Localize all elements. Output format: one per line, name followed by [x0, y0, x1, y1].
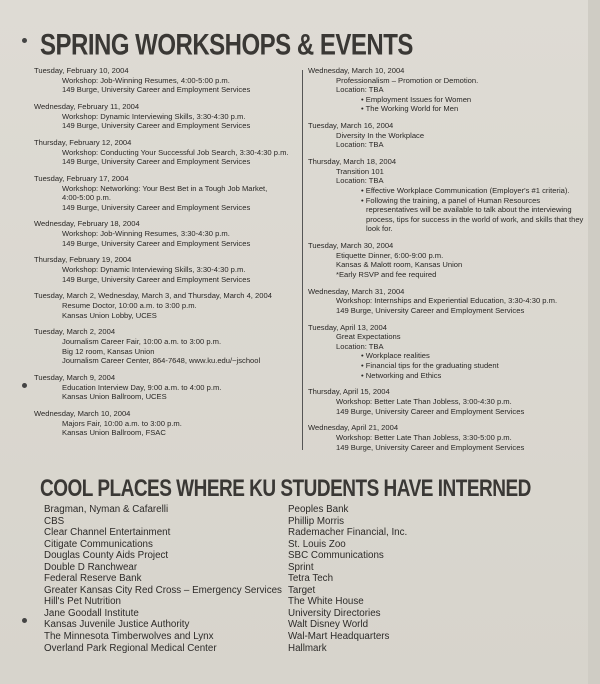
- internship-list-left: [44, 504, 282, 654]
- event-date: Thursday, April 15, 2004: [308, 387, 390, 397]
- events-column-left: [34, 66, 300, 445]
- internship-company: Kansas Juvenile Justice Authority: [44, 619, 190, 631]
- event-entry: [34, 174, 300, 212]
- punch-mark: [22, 383, 27, 388]
- internship-company: Walt Disney World: [288, 619, 369, 631]
- internship-company: Clear Channel Entertainment: [44, 527, 171, 539]
- internship-company: Greater Kansas City Red Cross – Emergency Services: [44, 584, 282, 596]
- internship-company: SBC Communications: [288, 550, 384, 562]
- event-entry: [34, 255, 300, 284]
- event-detail: 149 Burge, University Career and Employment Services: [62, 202, 251, 212]
- event-bullet: • Networking and Ethics: [361, 370, 442, 380]
- event-detail: Location: TBA: [336, 85, 384, 95]
- event-detail: Workshop: Job-Winning Resumes, 4:00-5:00 p.m.: [62, 75, 230, 85]
- event-detail: Location: TBA: [336, 176, 384, 186]
- event-date: Wednesday, April 21, 2004: [308, 423, 399, 433]
- event-entry: [34, 219, 300, 248]
- event-date: Wednesday, February 18, 2004: [34, 219, 140, 229]
- event-entry: [34, 373, 300, 402]
- internship-company: The White House: [288, 596, 364, 608]
- event-detail: Kansas & Malott room, Kansas Union: [336, 260, 463, 270]
- punch-mark: [22, 618, 27, 623]
- event-detail: Workshop: Job-Winning Resumes, 3:30-4:30 p.m.: [62, 229, 230, 239]
- column-divider: [302, 70, 303, 450]
- event-date: Tuesday, February 10, 2004: [34, 66, 129, 75]
- event-entry: [308, 423, 588, 452]
- internship-company: Tetra Tech: [288, 573, 334, 585]
- event-date: Thursday, March 18, 2004: [308, 157, 397, 167]
- event-detail: 149 Burge, University Career and Employment Services: [62, 274, 251, 284]
- event-detail: Kansas Union Ballroom, UCES: [62, 392, 167, 402]
- internship-company: Hill's Pet Nutrition: [44, 596, 122, 608]
- event-date: Tuesday, March 2, Wednesday, March 3, and Thursday, March 4, 2004: [34, 291, 272, 301]
- internship-company: Citigate Communications: [44, 538, 153, 550]
- event-entry: [308, 241, 588, 279]
- event-detail: Workshop: Networking: Your Best Bet in a Tough Job Market,: [62, 183, 268, 193]
- event-date: Tuesday, March 9, 2004: [34, 372, 116, 382]
- event-bullet: • Following the training, a panel of Human Resources representatives will be available to talk about the interviewing process, tips for success in the world of work, and skills that they look for.: [361, 195, 584, 234]
- event-detail: 149 Burge, University Career and Employment Services: [336, 442, 525, 452]
- internships-heading: COOL PLACES WHERE KU STUDENTS HAVE INTERNED: [40, 476, 531, 503]
- event-detail: Workshop: Dynamic Interviewing Skills, 3:30-4:30 p.m.: [62, 265, 246, 275]
- internship-list-right: [288, 504, 407, 654]
- punch-mark: [22, 38, 27, 43]
- event-detail: Location: TBA: [336, 140, 384, 150]
- event-bullet: • Employment Issues for Women: [361, 94, 472, 104]
- event-entry: [34, 327, 300, 365]
- event-entry: [308, 157, 588, 234]
- event-date: Tuesday, April 13, 2004: [308, 322, 387, 332]
- event-detail: 149 Burge, University Career and Employment Services: [336, 305, 525, 315]
- event-detail: Diversity In the Workplace: [336, 130, 425, 140]
- event-detail: 149 Burge, University Career and Employment Services: [62, 85, 251, 95]
- event-entry: [34, 409, 300, 438]
- internship-company: Jane Goodall Institute: [44, 607, 139, 619]
- event-bullet: • The Working World for Men: [361, 104, 459, 114]
- internship-company: Federal Reserve Bank: [44, 573, 142, 585]
- event-detail: Workshop: Better Late Than Jobless, 3:30-5:00 p.m.: [336, 432, 512, 442]
- internship-company: The Minnesota Timberwolves and Lynx: [44, 631, 214, 643]
- event-detail: 149 Burge, University Career and Employment Services: [336, 406, 525, 416]
- event-detail: Workshop: Dynamic Interviewing Skills, 3:30-4:30 p.m.: [62, 111, 246, 121]
- page-edge: [588, 0, 600, 684]
- event-bullet: • Workplace realities: [361, 351, 430, 361]
- event-entry: [308, 387, 588, 416]
- internship-company: Phillip Morris: [288, 515, 345, 527]
- internship-company: Overland Park Regional Medical Center: [44, 642, 217, 654]
- event-date: Thursday, February 12, 2004: [34, 137, 132, 147]
- event-entry: [34, 291, 300, 320]
- event-detail: Etiquette Dinner, 6:00-9:00 p.m.: [336, 250, 444, 260]
- event-detail: Transition 101: [336, 166, 384, 176]
- event-date: Tuesday, March 16, 2004: [308, 121, 394, 131]
- event-detail: Workshop: Conducting Your Successful Job Search, 3:30-4:30 p.m.: [62, 147, 289, 157]
- event-entry: [308, 287, 588, 316]
- internship-company: Target: [288, 584, 316, 596]
- event-date: Tuesday, March 30, 2004: [308, 241, 394, 251]
- event-date: Wednesday, March 10, 2004: [308, 66, 405, 75]
- internship-company: Hallmark: [288, 642, 327, 654]
- event-entry: [308, 66, 588, 114]
- internship-company: St. Louis Zoo: [288, 538, 346, 550]
- event-detail: Kansas Union Ballroom, FSAC: [62, 428, 166, 438]
- event-detail: Workshop: Better Late Than Jobless, 3:00-4:30 p.m.: [336, 396, 512, 406]
- event-date: Tuesday, March 2, 2004: [34, 327, 116, 337]
- event-entry: [308, 121, 588, 150]
- internship-company: Sprint: [288, 561, 314, 573]
- event-detail: Journalism Career Fair, 10:00 a.m. to 3:00 p.m.: [62, 336, 222, 346]
- event-date: Wednesday, March 31, 2004: [308, 286, 405, 296]
- event-bullet: • Effective Workplace Communication (Employer's #1 criteria).: [361, 185, 570, 195]
- internship-company: Bragman, Nyman & Cafarelli: [44, 504, 169, 515]
- event-detail: Professionalism – Promotion or Demotion.: [336, 75, 479, 85]
- event-detail: Great Expectations: [336, 332, 401, 342]
- internship-company: University Directories: [288, 607, 381, 619]
- event-detail: 4:00-5:00 p.m.: [62, 193, 111, 203]
- event-detail: *Early RSVP and fee required: [336, 269, 437, 279]
- internship-company: Peoples Bank: [288, 504, 349, 515]
- event-entry: [34, 66, 300, 95]
- event-detail: Journalism Career Center, 864-7648, www.ku.edu/~jschool: [62, 356, 261, 366]
- internship-company: CBS: [44, 515, 65, 527]
- event-detail: Big 12 room, Kansas Union: [62, 346, 155, 356]
- internship-company: Douglas County Aids Project: [44, 550, 169, 562]
- event-date: Thursday, February 19, 2004: [34, 255, 132, 265]
- events-heading: SPRING WORKSHOPS & EVENTS: [40, 28, 413, 62]
- event-detail: 149 Burge, University Career and Employment Services: [62, 238, 251, 248]
- event-bullet: • Financial tips for the graduating student: [361, 360, 499, 370]
- event-detail: Education Interview Day, 9:00 a.m. to 4:00 p.m.: [62, 382, 222, 392]
- events-column-right: [308, 66, 588, 459]
- event-detail: 149 Burge, University Career and Employment Services: [62, 157, 251, 167]
- internship-company: Rademacher Financial, Inc.: [288, 527, 408, 539]
- internship-company: Wal-Mart Headquarters: [288, 631, 390, 643]
- event-entry: [34, 102, 300, 131]
- event-entry: [34, 138, 300, 167]
- event-entry: [308, 323, 588, 381]
- event-date: Wednesday, February 11, 2004: [34, 101, 140, 111]
- event-date: Wednesday, March 10, 2004: [34, 408, 131, 418]
- event-detail: Location: TBA: [336, 341, 384, 351]
- event-detail: Workshop: Internships and Experiential Education, 3:30-4:30 p.m.: [336, 296, 558, 306]
- event-detail: Majors Fair, 10:00 a.m. to 3:00 p.m.: [62, 418, 182, 428]
- event-detail: Kansas Union Lobby, UCES: [62, 310, 157, 320]
- event-detail: Resume Doctor, 10:00 a.m. to 3:00 p.m.: [62, 301, 197, 310]
- internship-company: Double D Ranchwear: [44, 561, 138, 573]
- event-date: Tuesday, February 17, 2004: [34, 173, 129, 183]
- event-detail: 149 Burge, University Career and Employment Services: [62, 121, 251, 131]
